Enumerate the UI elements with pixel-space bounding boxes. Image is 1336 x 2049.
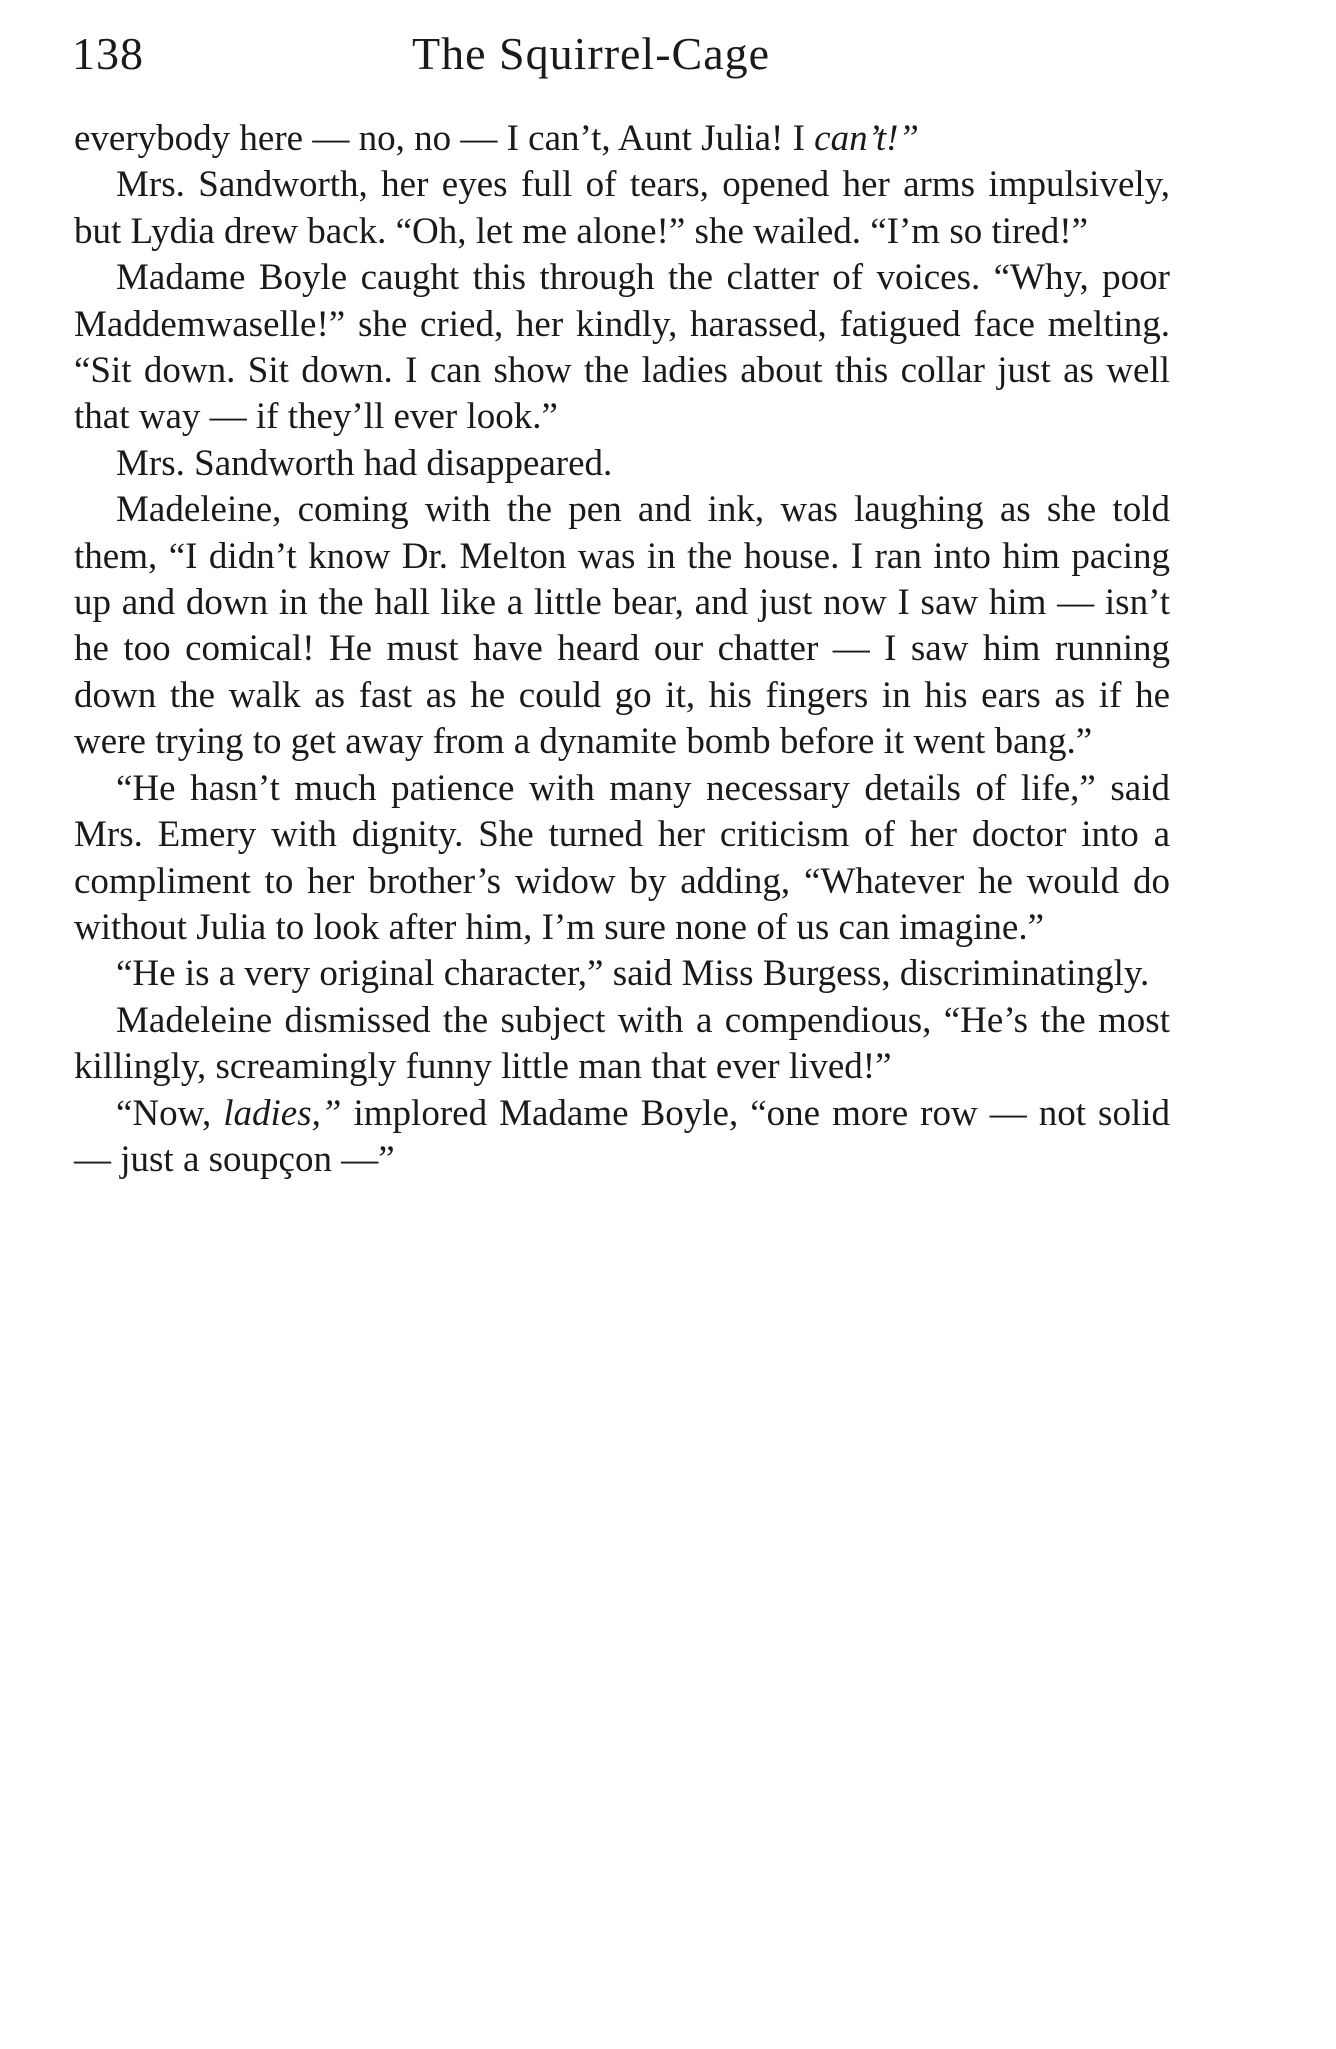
paragraph	[74, 766, 1170, 952]
text-run: Madame Boyle caught this through the clatter of voices. “Why, poor Maddemwaselle!” she cried, her kindly, harassed, fatigued face melting. “Sit down. Sit down. I can show the ladies about this collar just as well that way — if they’ll ever look.”	[74, 257, 1170, 438]
paragraph	[74, 951, 1170, 997]
paragraph	[74, 255, 1170, 441]
italic-text-run: ladies,”	[223, 1092, 342, 1134]
text-run: “Now,	[116, 1092, 224, 1134]
text-run: Mrs. Sandworth, her eyes full of tears, opened her arms impulsively, but Lydia drew back. “Oh, let me alone!” she wailed. “I’m so tired!”	[74, 164, 1170, 252]
text-run: Mrs. Sandworth had disappeared.	[116, 442, 613, 484]
paragraph	[74, 116, 1170, 162]
text-run: Madeleine, coming with the pen and ink, was laughing as she told them, “I didn’t know Dr. Melton was in the house. I ran into him pacing up and down in the hall like a little bear, and just now I saw him — isn’t he too comical! He must have heard our chatter — I saw him running down the walk as fast as he could go it, his fingers in his ears as if he were trying to get away from a dynamite bomb before it went bang.”	[74, 489, 1170, 763]
paragraph	[74, 998, 1170, 1091]
paragraph	[74, 162, 1170, 255]
page-number: 138	[72, 28, 144, 79]
text-run: implored Madame Boyle, “one more row — not solid — just a soupçon —”	[74, 1092, 1171, 1180]
paragraph	[74, 1091, 1170, 1184]
running-head	[72, 22, 1172, 86]
paragraph	[74, 441, 1170, 487]
text-run: “He hasn’t much patience with many necessary details of life,” said Mrs. Emery with dignity. She turned her criticism of her doctor into a compliment to her brother’s widow by adding, “Whatever he would do without Julia to look after him, I’m sure none of us can imagine.”	[74, 767, 1170, 948]
paragraph	[74, 487, 1170, 765]
text-run: Madeleine dismissed the subject with a compendious, “He’s the most killingly, screamingly funny little man that ever lived!”	[74, 999, 1170, 1088]
body-text	[74, 116, 1170, 1183]
running-title: The Squirrel-Cage	[412, 28, 771, 79]
text-run: “He is a very original character,” said Miss Burgess, discriminatingly.	[116, 953, 1150, 995]
italic-text-run: can’t!”	[814, 118, 919, 159]
text-run: everybody here — no, no — I can’t, Aunt Julia! I	[74, 118, 815, 159]
